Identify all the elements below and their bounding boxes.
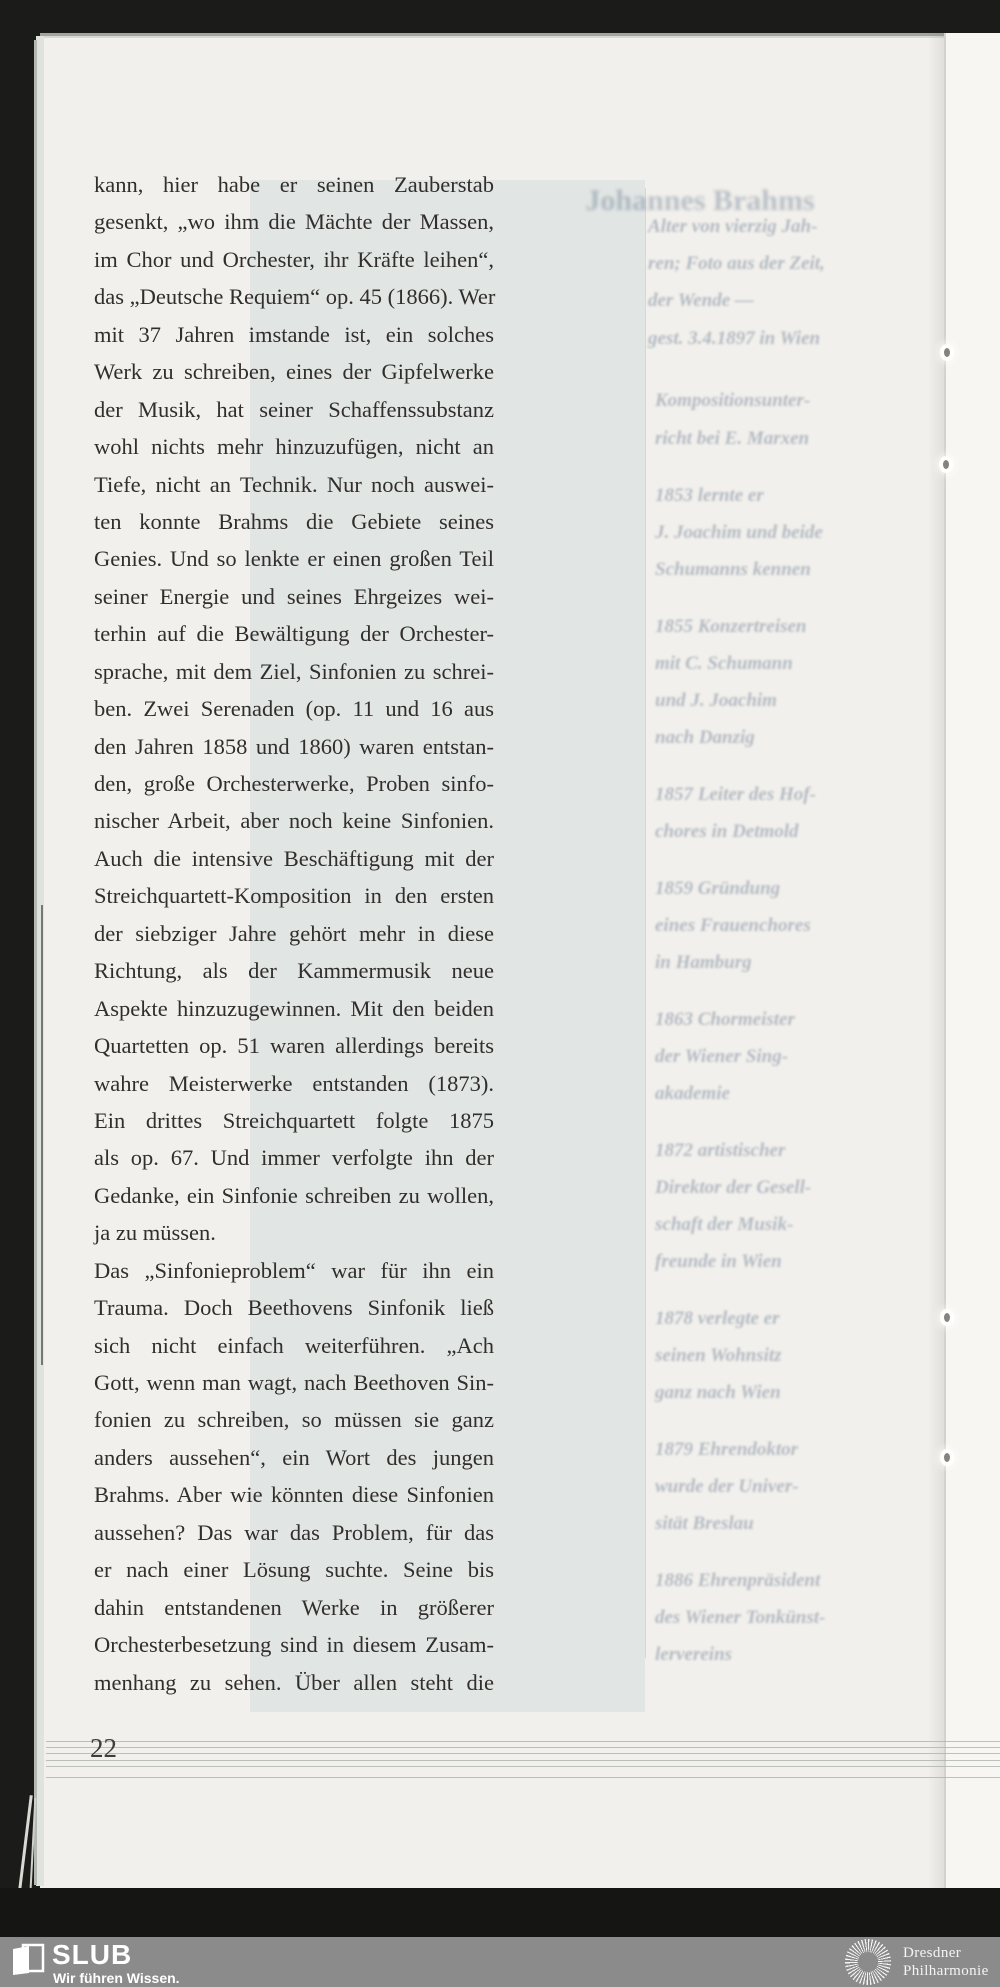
bleedthrough-line: 1878 verlegte er — [655, 1308, 780, 1329]
body-text-line: sich nicht einfach weiterführen. „Ach — [94, 1332, 494, 1358]
body-text-line: terhin auf die Bewältigung der Orchester- — [94, 621, 494, 647]
staple-mark — [944, 1313, 950, 1322]
body-text-line: der siebziger Jahre gehört mehr in diese — [94, 920, 494, 946]
body-text-line: Tiefe, nicht an Technik. Nur noch auswei- — [94, 471, 494, 497]
binding-crease-line — [41, 905, 43, 1365]
bleedthrough-line: gest. 3.4.1897 in Wien — [648, 328, 821, 349]
bleedthrough-line: 1886 Ehrenpräsident — [655, 1570, 821, 1591]
adjacent-page-edge — [946, 33, 1000, 1890]
bleedthrough-line: J. Joachim und beide — [655, 522, 823, 543]
body-text-line: ja zu müssen. — [94, 1220, 216, 1246]
body-text-line: den, große Orchesterwerke, Proben sinfo- — [94, 771, 494, 796]
bleedthrough-line: Direktor der Gesell- — [655, 1177, 812, 1198]
bleedthrough-line: sität Breslau — [655, 1513, 754, 1534]
body-text-line: kann, hier habe er seinen Zauberstab — [94, 172, 494, 197]
folio-rule-line — [46, 1753, 1000, 1754]
bleedthrough-line: 1872 artistischer — [655, 1140, 786, 1161]
folio-rule-line — [46, 1747, 1000, 1748]
body-text-line: Streichquartett-Komposition in den ersten — [94, 883, 494, 909]
bleedthrough-line: Schumanns kennen — [655, 559, 811, 580]
slub-wordmark: SLUB — [52, 1939, 133, 1970]
bleedthrough-line: ganz nach Wien — [655, 1382, 781, 1403]
bleedthrough-line: richt bei E. Marxen — [655, 428, 810, 449]
bleedthrough-heading: Johannes Brahms — [585, 184, 815, 217]
bleedthrough-line: eines Frauenchores — [655, 915, 811, 936]
page-top-edge-highlight — [44, 36, 1000, 38]
folio-rule-line — [46, 1766, 1000, 1767]
bleedthrough-line: und J. Joachim — [655, 690, 777, 711]
body-text-line: Genies. Und so lenkte er einen großen Teil — [94, 546, 494, 572]
bleedthrough-line: in Hamburg — [655, 952, 752, 973]
bleedthrough-line: 1857 Leiter des Hof- — [655, 784, 816, 805]
bleedthrough-line: der Wende — — [648, 290, 754, 311]
bleedthrough-line: chores in Detmold — [655, 821, 799, 842]
dresdner-philharmonie-logo-center — [858, 1952, 878, 1972]
body-text-line: der Musik, hat seiner Schaffenssubstanz — [94, 396, 494, 422]
slub-tagline: Wir führen Wissen. — [53, 1970, 180, 1986]
bleedthrough-line: freunde in Wien — [655, 1251, 782, 1272]
folio-rule-line — [46, 1760, 1000, 1761]
bleedthrough-line: seinen Wohnsitz — [655, 1345, 782, 1366]
page-number: 22 — [90, 1733, 117, 1763]
bleedthrough-line: mit C. Schumann — [655, 653, 793, 674]
body-text-line: Gott, wenn man wagt, nach Beethoven Sin- — [94, 1370, 494, 1395]
bleedthrough-line: des Wiener Tonkünst- — [655, 1607, 826, 1628]
footer-bar — [0, 1937, 1000, 1987]
bleedthrough-line: lervereins — [655, 1644, 733, 1665]
body-text-line: den Jahren 1858 und 1860) waren entstan- — [94, 733, 494, 759]
body-text-line: Quartetten op. 51 waren allerdings bereits — [94, 1033, 494, 1059]
body-text-line: wohl nichts mehr hinzuzufügen, nicht an — [94, 434, 494, 460]
body-text-line: Richtung, als der Kammermusik neue — [94, 958, 494, 984]
staple-mark — [943, 460, 949, 469]
body-text-line: nischer Arbeit, aber noch keine Sinfonien. — [94, 808, 494, 834]
bleedthrough-line: 1879 Ehrendoktor — [655, 1439, 799, 1460]
bleedthrough-line: schaft der Musik- — [655, 1214, 794, 1235]
scan-background — [0, 1888, 1000, 1937]
bleedthrough-line: Kompositionsunter- — [655, 390, 811, 411]
body-text-line: menhang zu sehen. Über allen steht die — [94, 1669, 494, 1695]
body-text-line: Gedanke, ein Sinfonie schreiben zu wollen, — [94, 1182, 494, 1208]
body-text-line: gesenkt, „wo ihm die Mächte der Massen, — [94, 209, 494, 235]
bleedthrough-line: ren; Foto aus der Zeit, — [648, 253, 825, 274]
body-text-line: mit 37 Jahren imstande ist, ein solches — [94, 321, 494, 347]
body-text-line: Orchesterbesetzung sind in diesem Zusam- — [94, 1632, 494, 1658]
bleedthrough-line: Alter von vierzig Jah- — [648, 216, 818, 237]
page-left-edge-shadow — [34, 40, 37, 1885]
page-fold-shadow — [928, 33, 945, 1890]
bleedthrough-line: der Wiener Sing- — [655, 1046, 789, 1067]
body-text-line: dahin entstandenen Werke in größerer — [94, 1594, 494, 1620]
bleedthrough-column-rule — [645, 188, 646, 1658]
body-text-line: ben. Zwei Serenaden (op. 11 und 16 aus — [94, 696, 494, 722]
bleedthrough-line: 1853 lernte er — [655, 485, 764, 506]
body-text-line: das „Deutsche Requiem“ op. 45 (1866). Wer — [94, 284, 496, 310]
bleedthrough-line: wurde der Univer- — [655, 1476, 799, 1497]
bleedthrough-line: 1855 Konzertreisen — [655, 616, 807, 637]
body-text-line: aussehen? Das war das Problem, für das — [94, 1519, 494, 1545]
orchestra-name-line: Philharmonie — [903, 1963, 989, 1979]
body-text-line: ten konnte Brahms die Gebiete seines — [94, 508, 494, 534]
staple-mark — [944, 1453, 950, 1462]
body-text-line: seiner Energie und seines Ehrgeizes wei- — [94, 583, 494, 609]
body-text-line: Das „Sinfonieproblem“ war für ihn ein — [94, 1257, 494, 1283]
slub-book-icon — [10, 1942, 48, 1980]
body-text-line: er nach einer Lösung suchte. Seine bis — [94, 1557, 494, 1583]
folio-rule-line — [46, 1777, 1000, 1778]
bleedthrough-line: 1859 Gründung — [655, 878, 781, 899]
dresdner-philharmonie-wordmark — [903, 1944, 989, 1980]
folio-rule-line — [46, 1741, 1000, 1742]
orchestra-name-line: Dresdner — [903, 1945, 962, 1961]
staple-mark — [944, 348, 950, 357]
body-text-line: Trauma. Doch Beethovens Sinfonik ließ — [94, 1295, 494, 1321]
body-text-line: Brahms. Aber wie könnten diese Sinfonien — [94, 1482, 494, 1508]
body-text — [94, 166, 494, 1701]
body-text-line: im Chor und Orchester, ihr Kräfte leihen“, — [94, 246, 494, 272]
bleedthrough-line: 1863 Chormeister — [655, 1009, 795, 1030]
body-text-line: anders aussehen“, ein Wort des jungen — [94, 1444, 494, 1470]
body-text-line: als op. 67. Und immer verfolgte ihn der — [94, 1145, 494, 1171]
bleedthrough-line: akademie — [655, 1083, 730, 1104]
body-text-line: fonien zu schreiben, so müssen sie ganz — [94, 1407, 494, 1433]
body-text-line: Werk zu schreiben, eines der Gipfelwerke — [94, 359, 494, 385]
body-text-line: Auch die intensive Beschäftigung mit der — [94, 845, 494, 871]
body-text-line: Aspekte hinzuzugewinnen. Mit den beiden — [94, 995, 494, 1021]
body-text-line: Ein drittes Streichquartett folgte 1875 — [94, 1107, 494, 1133]
body-text-line: wahre Meisterwerke entstanden (1873). — [94, 1070, 494, 1096]
bleedthrough-line: nach Danzig — [655, 727, 755, 748]
body-text-line: sprache, mit dem Ziel, Sinfonien zu schrei- — [94, 658, 494, 684]
